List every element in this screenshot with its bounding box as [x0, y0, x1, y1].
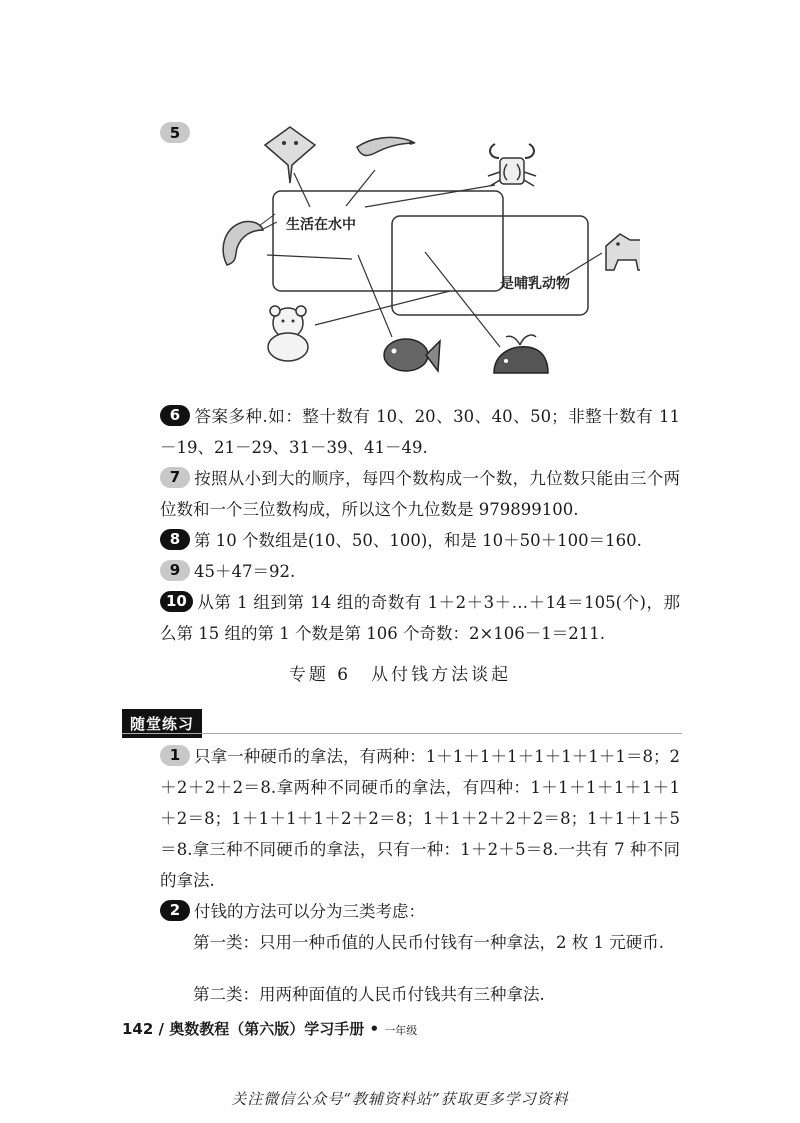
answer-text: 答案多种.如：整十数有 10、20、30、40、50；非整十数有 11－19、21－29、31－39、41－49.	[160, 407, 680, 457]
answer-text: 付钱的方法可以分为三类考虑：	[194, 902, 425, 921]
practice-answer-1	[160, 741, 680, 896]
label-is-mammal: 是哺乳动物	[500, 276, 570, 292]
watermark-text: 关注微信公众号“教辅资料站”获取更多学习资料	[231, 1090, 569, 1108]
practice-answer-2	[160, 896, 680, 927]
label-live-in-water: 生活在水中	[286, 217, 356, 233]
question-number-badge: 8	[160, 529, 190, 550]
answer-text: 只拿一种硬币的拿法，有两种：1＋1＋1＋1＋1＋1＋1＋1＝8；2＋2＋2＋2＝8.拿两种不同硬币的拿法，有四种：1＋1＋1＋1＋1＋1＋2＝8；1＋1＋1＋1＋2＋2＝8；1＋1＋2＋2＋2＝8；1＋1＋1＋5＝8.拿三种不同硬币的拿法，只有一种：1＋2＋5＝8.一共有 7 种不同的拿法.	[160, 747, 680, 890]
question-number-badge: 10	[160, 591, 193, 612]
venn-diagram	[160, 115, 640, 390]
teddy-bear-icon	[268, 306, 308, 361]
question-number-badge: 5	[160, 122, 190, 143]
eel-icon	[357, 137, 415, 155]
question-number-badge: 6	[160, 405, 190, 426]
answer-text: 45＋47＝92.	[194, 562, 296, 581]
practice-header: 随堂练习	[122, 709, 202, 738]
answer-9	[160, 556, 680, 587]
set-live-in-water	[273, 191, 503, 291]
answer-7	[160, 463, 680, 525]
answer-text: 第 10 个数组是(10、50、100)，和是 10＋50＋100＝160.	[194, 531, 642, 550]
practice-answer-2-line1	[160, 927, 680, 958]
answer-text: 第一类：只用一种币值的人民币付钱有一种拿法，2 枚 1 元硬币.	[193, 933, 664, 952]
answer-text: 第二类：用两种面值的人民币付钱共有三种拿法.	[193, 985, 545, 1004]
practice-divider	[122, 733, 682, 734]
answer-text: 从第 1 组到第 14 组的奇数有 1＋2＋3＋…＋14＝105(个)，那么第 15 组的第 1 个数是第 106 个奇数：2×106－1＝211.	[160, 593, 680, 643]
answer-6	[160, 401, 680, 463]
practice-answer-2-line2	[160, 979, 680, 1010]
page-footer	[122, 1018, 417, 1039]
crab-icon	[488, 144, 536, 186]
dog-icon	[606, 234, 640, 270]
question-number-badge: 9	[160, 560, 190, 581]
answer-text: 按照从小到大的顺序，每四个数构成一个数，九位数只能由三个两位数和一个三位数构成，所以这个九位数是 979899100.	[160, 469, 680, 519]
stingray-icon	[265, 127, 315, 183]
page-number: 142	[122, 1020, 154, 1038]
whale-icon	[494, 335, 548, 373]
book-title: / 奥数教程（第六版）学习手册 •	[158, 1020, 380, 1038]
answer-10	[160, 587, 680, 649]
question-number-badge: 1	[160, 745, 190, 766]
goldfish-icon	[384, 339, 440, 371]
question-number-badge: 2	[160, 900, 190, 921]
answer-8	[160, 525, 680, 556]
set-mammal	[392, 216, 588, 315]
shrimp-icon	[223, 214, 277, 265]
section-title: 专题 6 从付钱方法谈起	[288, 665, 512, 685]
question-number-badge: 7	[160, 467, 190, 488]
grade-label: 一年级	[384, 1024, 418, 1037]
